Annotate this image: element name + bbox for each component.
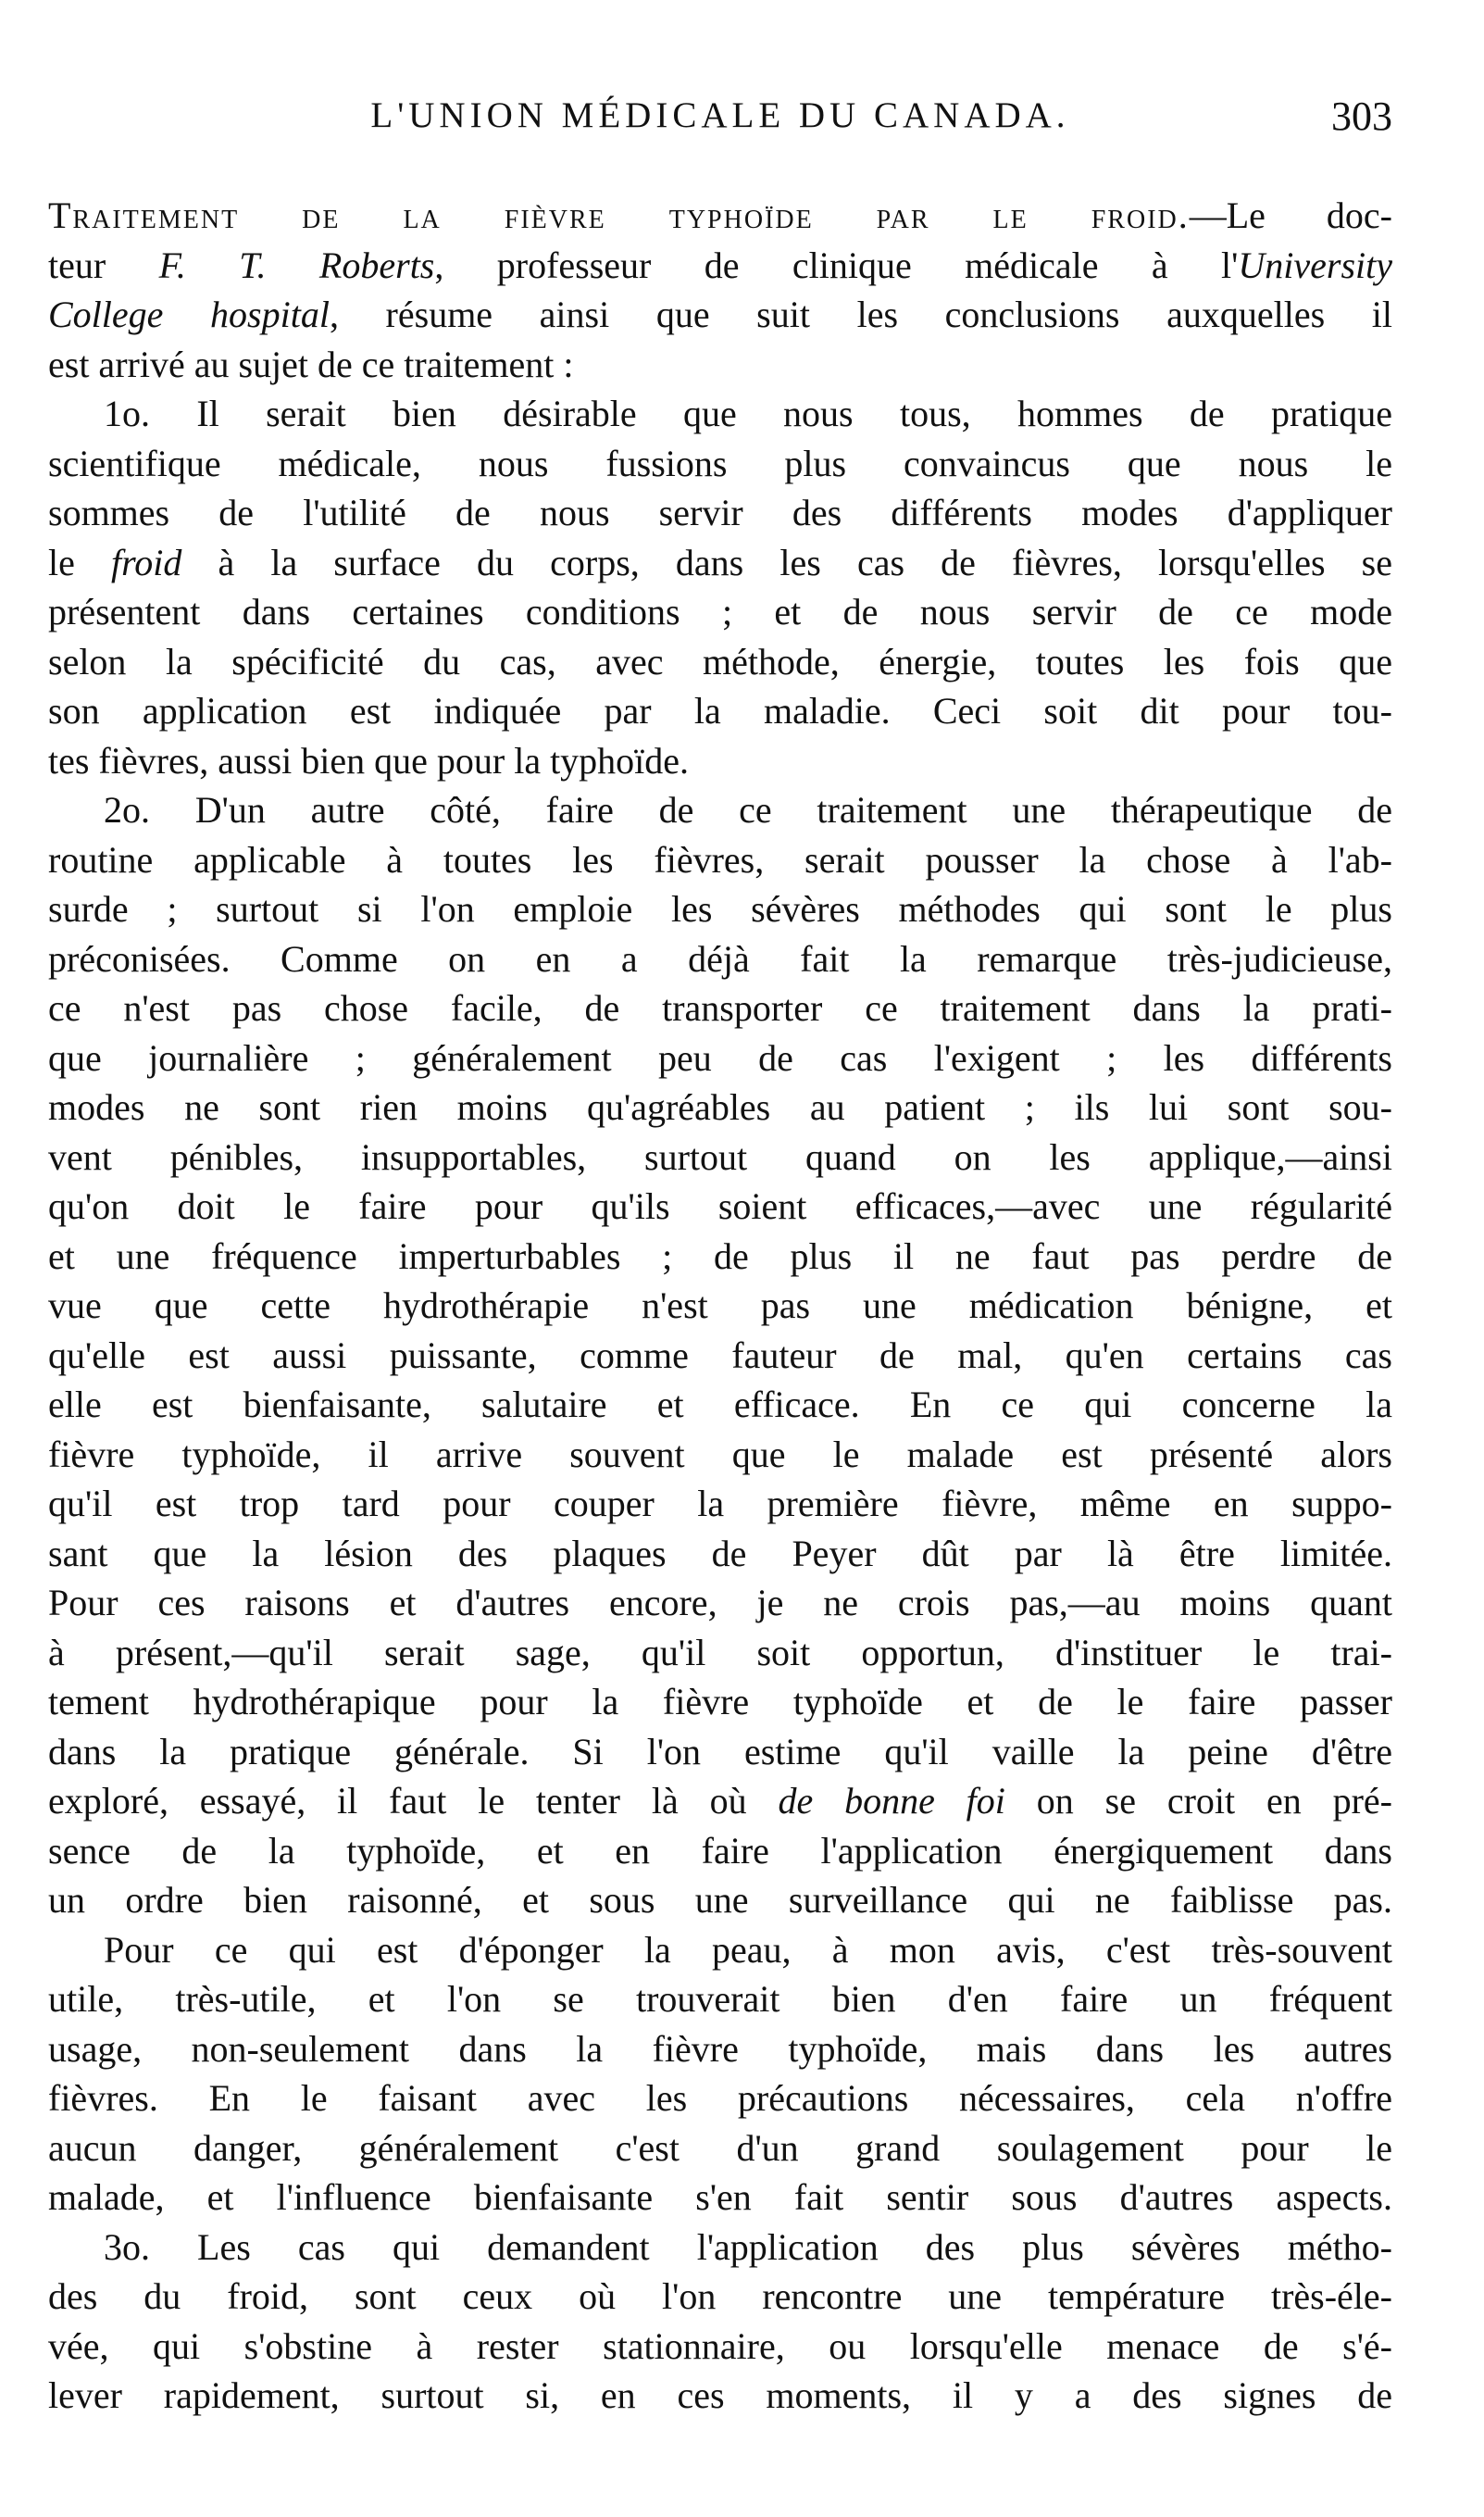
text-line: tes fièvres, aussi bien que pour la typhoïde. bbox=[48, 739, 690, 782]
text-line bbox=[48, 290, 1392, 340]
numbered-paragraph-start: 1o. Il serait bien désirable que nous tous, hommes de pratique bbox=[104, 393, 1392, 434]
section-heading: Traitement de la fièvre typhoïde par le froid. bbox=[48, 194, 1190, 236]
text-line: vée, qui s'obstine à rester stationnaire, ou lorsqu'elle menace de s'é- bbox=[48, 2324, 1392, 2367]
text-line: fièvres. En le faisant avec les précautions nécessaires, cela n'offre bbox=[48, 2077, 1392, 2119]
text-line: utile, très-utile, et l'on se trouverait bien d'en faire un fréquent bbox=[48, 1978, 1392, 2020]
text-line: vent pénibles, insupportables, surtout quand on les applique,—ainsi bbox=[48, 1135, 1392, 1178]
author-name: F. T. Roberts bbox=[158, 244, 435, 286]
text-line: malade, et l'influence bienfaisante s'en fait sentir sous d'autres aspects. bbox=[48, 2176, 1392, 2218]
text-run: on se croit en pré- bbox=[1004, 1780, 1393, 1822]
running-header bbox=[48, 94, 1392, 150]
text-line: scientifique médicale, nous fussions plus convaincus que nous le bbox=[48, 442, 1392, 484]
text-run: à la surface du corps, dans les cas de fièvres, lorsqu'elles se bbox=[181, 541, 1392, 583]
text-line: dans la pratique générale. Si l'on estime qu'il vaille la peine d'être bbox=[48, 1730, 1392, 1772]
text-line: un ordre bien raisonné, et sous une surveillance qui ne faiblisse pas. bbox=[48, 1879, 1392, 1921]
text-run: le bbox=[48, 541, 112, 583]
text-line bbox=[48, 1776, 1392, 1826]
numbered-paragraph-start: 2o. D'un autre côté, faire de ce traitement une thérapeutique de bbox=[104, 789, 1392, 831]
text-line: préconisées. Comme on en a déjà fait la remarque très-judicieuse, bbox=[48, 937, 1392, 980]
text-line: fièvre typhoïde, il arrive souvent que le malade est présenté alors bbox=[48, 1433, 1392, 1475]
paragraph-start: Pour ce qui est d'éponger la peau, à mon avis, c'est très-souvent bbox=[104, 1928, 1392, 1971]
article-text bbox=[48, 191, 1392, 2421]
text-line: est arrivé au sujet de ce traitement : bbox=[48, 343, 574, 385]
text-line bbox=[48, 191, 1392, 241]
text-run: exploré, essayé, il faut le tenter là où bbox=[48, 1780, 779, 1822]
text-line: qu'elle est aussi puissante, comme fauteur de mal, qu'en certains cas bbox=[48, 1334, 1392, 1376]
running-title: L'UNION MÉDICALE DU CANADA. bbox=[370, 95, 1070, 135]
text-line: lever rapidement, surtout si, en ces moments, il y a des signes de bbox=[48, 2374, 1392, 2416]
text-line: son application est indiquée par la maladie. Ceci soit dit pour tou- bbox=[48, 690, 1392, 732]
emphasis: de bonne foi bbox=[778, 1780, 1005, 1822]
text-line: qu'il est trop tard pour couper la première fièvre, même en suppo- bbox=[48, 1483, 1392, 1524]
text-line: et une fréquence imperturbables ; de plus il ne faut pas perdre de bbox=[48, 1234, 1392, 1277]
text-line bbox=[48, 241, 1392, 291]
text-line: selon la spécificité du cas, avec méthode, énergie, toutes les fois que bbox=[48, 640, 1392, 682]
text-run: , résume ainsi que suit les conclusions auxquelles il bbox=[329, 294, 1392, 335]
text-line: vue que cette hydrothérapie n'est pas une médication bénigne, et bbox=[48, 1284, 1392, 1326]
text-line: présentent dans certaines conditions ; et de nous servir de ce mode bbox=[48, 591, 1392, 632]
text-line: aucun danger, généralement c'est d'un grand soulagement pour le bbox=[48, 2126, 1392, 2169]
text-line: que journalière ; généralement peu de cas l'exigent ; les différents bbox=[48, 1036, 1392, 1079]
text-run: teur bbox=[48, 244, 159, 286]
institution-name: University bbox=[1238, 244, 1392, 286]
page-number: 303 bbox=[1331, 94, 1392, 139]
text-line: sommes de l'utilité de nous servir des différents modes d'appliquer bbox=[48, 492, 1392, 533]
institution-name: College hospital bbox=[48, 294, 330, 335]
text-line: surde ; surtout si l'on emploie les sévères méthodes qui sont le plus bbox=[48, 888, 1392, 930]
numbered-paragraph-start: 3o. Les cas qui demandent l'application des plus sévères métho- bbox=[104, 2225, 1392, 2268]
text-line: des du froid, sont ceux où l'on rencontre une température très-éle- bbox=[48, 2275, 1392, 2317]
text-line: routine applicable à toutes les fièvres, serait pousser la chose à l'ab- bbox=[48, 838, 1392, 881]
text-run: , professeur de clinique médicale à l' bbox=[434, 244, 1239, 286]
text-run: —Le doc- bbox=[1189, 194, 1392, 236]
text-line bbox=[48, 538, 1392, 588]
text-line: ce n'est pas chose facile, de transporter ce traitement dans la prati- bbox=[48, 987, 1392, 1029]
text-line: sence de la typhoïde, et en faire l'application énergiquement dans bbox=[48, 1829, 1392, 1872]
text-line: sant que la lésion des plaques de Peyer dût par là être limitée. bbox=[48, 1532, 1392, 1574]
text-line: modes ne sont rien moins qu'agréables au patient ; ils lui sont sou- bbox=[48, 1086, 1392, 1128]
text-line: usage, non-seulement dans la fièvre typhoïde, mais dans les autres bbox=[48, 2027, 1392, 2070]
text-line: Pour ces raisons et d'autres encore, je ne crois pas,—au moins quant bbox=[48, 1582, 1392, 1623]
text-line: tement hydrothérapique pour la fièvre typhoïde et de le faire passer bbox=[48, 1681, 1392, 1722]
text-line: elle est bienfaisante, salutaire et efficace. En ce qui concerne la bbox=[48, 1384, 1392, 1425]
text-line: qu'on doit le faire pour qu'ils soient efficaces,—avec une régularité bbox=[48, 1185, 1392, 1227]
emphasis: froid bbox=[111, 541, 182, 583]
text-line: à présent,—qu'il serait sage, qu'il soit opportun, d'instituer le trai- bbox=[48, 1631, 1392, 1673]
